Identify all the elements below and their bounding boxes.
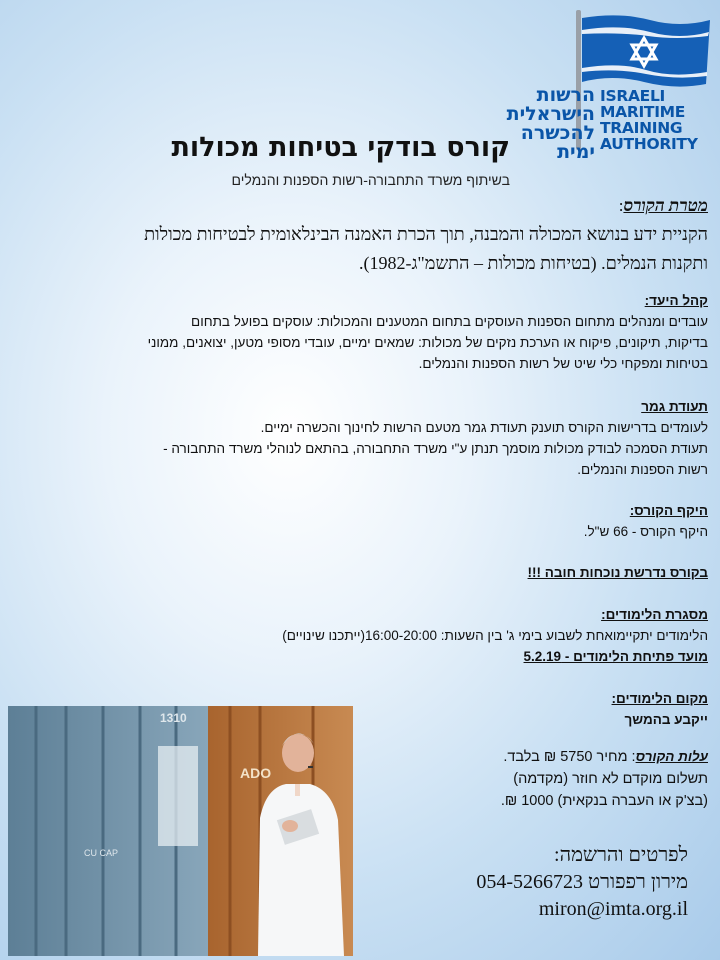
scope-heading: היקף הקורס:: [629, 503, 708, 518]
contact-section: [328, 842, 688, 923]
contact-name-phone: מירון רפפורט 054-5266723: [476, 871, 688, 893]
attendance-text: בקורס נדרשת נוכחות חובה !!!: [527, 565, 708, 580]
certificate-heading: תעודת גמר: [641, 399, 708, 414]
attendance-section: [8, 562, 708, 583]
audience-section: [8, 290, 708, 374]
logo-hebrew-name: הרשות הישראלית להכשרה ימית: [506, 84, 595, 163]
audience-heading: קהל היעד:: [644, 293, 708, 308]
inspector-photo: [8, 706, 353, 956]
goal-line: ותקנות הנמלים. (בטיחות מכולות – התשמ"ג-1982).: [358, 253, 708, 273]
page-subtitle: בשיתוף משרד התחבורה-רשות הספנות והנמלים: [231, 172, 510, 188]
audience-line: עובדים ומנהלים מתחום הספנות העוסקים בתחום המטענים והמכולות: עוסקים בפועל בתחום: [191, 314, 708, 329]
scope-section: [8, 500, 708, 542]
page-title: קורס בודקי בטיחות מכולות: [171, 132, 510, 163]
schedule-heading: מסגרת הלימודים:: [601, 607, 708, 622]
location-section: [308, 688, 708, 730]
certificate-line: תעודת הסמכה לבודק מכולות מוסמך תנתן ע"י משרד התחבורה, בהתאם לנוהלי משרד התחבורה -: [163, 441, 708, 456]
goal-heading-colon: :: [618, 196, 624, 215]
audience-line: בטיחות ומפקחי כלי שיט של רשות הספנות והנמלים.: [418, 356, 708, 371]
cost-line: תשלום מוקדם לא חוזר (מקדמה): [513, 771, 708, 787]
schedule-section: [8, 604, 708, 667]
certificate-section: [8, 396, 708, 480]
goal-section: [18, 196, 708, 278]
israel-flag-icon: [580, 14, 712, 90]
opening-date: מועד פתיחת הלימודים - 5.2.19: [523, 649, 708, 664]
svg-text:ADO: ADO: [240, 765, 272, 781]
goal-heading: מטרת הקורס: [623, 196, 708, 215]
location-heading: מקום הלימודים:: [611, 691, 708, 706]
cost-price: : מחיר 5750 ₪ בלבד.: [503, 749, 636, 765]
logo-english-name: ISRAELI MARITIME TRAINING AUTHORITY: [600, 87, 698, 153]
location-text: ייקבע בהמשך: [624, 712, 708, 727]
certificate-line: רשות הספנות והנמלים.: [577, 462, 708, 477]
goal-line: הקניית ידע בנושא המכולה והמבנה, תוך הכרת האמנה הבינלאומית לבטיחות מכולות: [144, 224, 708, 244]
svg-text:1310: 1310: [160, 711, 187, 725]
schedule-text: הלימודים יתקיימואחת לשבוע בימי ג' בין השעות: 16:00-20:00(ייתכנו שינויים): [282, 628, 708, 643]
svg-text:CU CAP: CU CAP: [84, 848, 119, 858]
certificate-line: לעומדים בדרישות הקורס תוענק תעודת גמר מטעם הרשות לחינוך והכשרה ימיים.: [260, 420, 708, 435]
imta-logo: [500, 6, 715, 163]
audience-line: בדיקות, תיקונים, פיקוח או הערכת נזקים של מכולות: שמאים ימיים, עובדי מסופי מטען, יצואנים, ממוני: [147, 335, 708, 350]
contact-email[interactable]: miron@imta.org.il: [538, 898, 688, 920]
cost-line: (בצ'ק או העברה בנקאית) 1000 ₪.: [500, 793, 708, 809]
scope-text: היקף הקורס - 66 ש"ל.: [583, 524, 708, 539]
contact-heading: לפרטים והרשמה:: [554, 844, 688, 866]
cost-heading: עלות הקורס: [635, 749, 708, 764]
cost-section: [408, 746, 708, 812]
